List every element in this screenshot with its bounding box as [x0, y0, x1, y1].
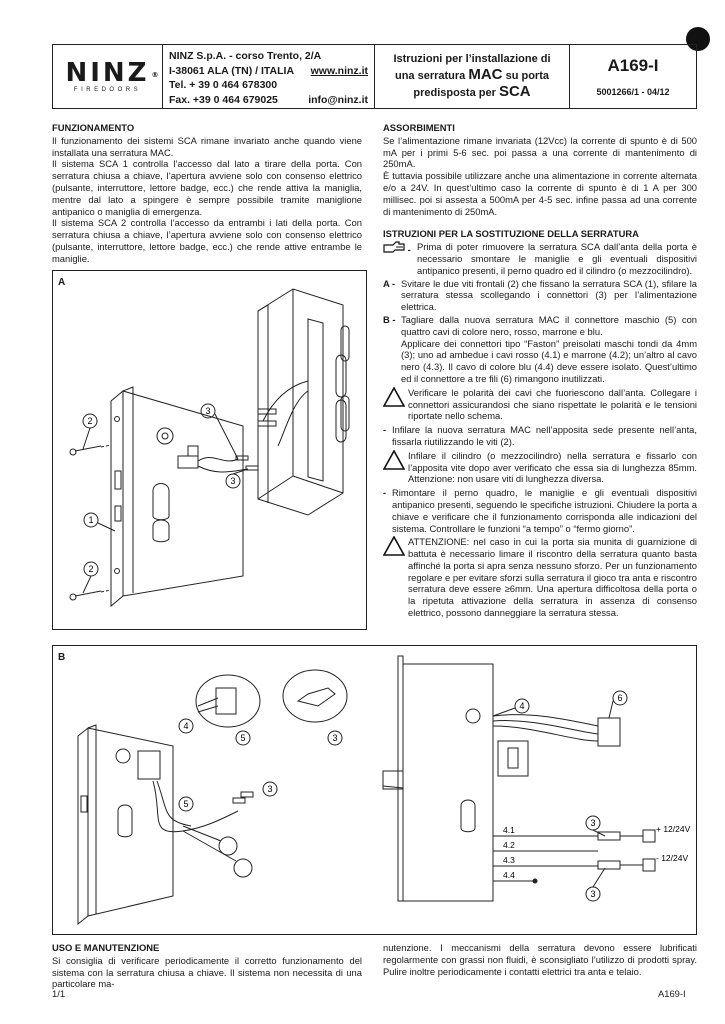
figure-a [52, 270, 367, 630]
voltage-label: + 12/24V [656, 824, 691, 834]
warning-triangle-icon [383, 387, 405, 407]
callout-label: 4 [519, 701, 525, 711]
figure-label: A [58, 277, 66, 288]
callout-label: 1 [88, 515, 94, 525]
section-funzionamento [52, 122, 362, 265]
lock-removal-illustration [53, 271, 366, 629]
logo [53, 45, 163, 108]
callout-label: 3 [590, 818, 596, 828]
paragraph: È tuttavia possibile utilizzare anche una alimentazione in corrente alternata e/o a 24V. In quest’ultimo caso la corrente di spunto è di 1 A per 300 millisec. poi si assesta a 500mA per 4-5 sec. infine passa ad una corrente di mantenimento di 250mA. [383, 170, 697, 217]
paragraph: Il funzionamento dei sistemi SCA rimane invariato anche quando viene installata una serratura MAC. [52, 134, 362, 158]
website-link[interactable]: www.ninz.it [310, 64, 368, 77]
callout-label: 3 [230, 476, 236, 486]
doc-version: 5001266/1 - 04/12 [596, 86, 670, 97]
document-code [570, 45, 696, 108]
section-uso [52, 942, 362, 990]
paragraph: Si consiglia di verificare periodicamente il corretto funzionamento del sistema con la serratura chiusa a chiave. Il sistema non necessita di una particolare ma- [52, 954, 362, 990]
warning-triangle-icon [383, 450, 405, 470]
section-heading: ISTRUZIONI PER LA SOSTITUZIONE DELLA SERRATURA [383, 228, 639, 240]
doc-code: A169-I [607, 56, 659, 76]
logo-subtitle: FIREDOORS [73, 86, 142, 93]
email-link[interactable]: info@ninz.it [308, 93, 368, 106]
paragraph: Il sistema SCA 1 controlla l’accesso dal lato a tirare della porta. Con serratura chiusa a chiave, l’apertura avviene solo con consenso elettrico (pulsante, interruttore, lettore badge, ecc.) che rende attiva la maniglia, mentre dal lato a spingere è sempre possibile tramite maniglione antipanico o maniglia di emergenza. [52, 158, 362, 217]
footer-code: A169-I [658, 988, 686, 999]
callout-label: 4 [183, 721, 189, 731]
wire-label: 4.2 [503, 840, 515, 850]
section-right-column [383, 122, 697, 621]
instruction-step: B - Tagliare dalla nuova serratura MAC il connettore maschio (5) con quattro cavi di colore nero, rosso, marrone e blu. Applicare dei connettori tipo “Faston” preisolati maschi tondi da 4mm (3); uno ad ambedue i cavi rosso (4.1) e marrone (4.2); un’altro al cavo nero (4.3). Il cavo di colore blu (4.4) deve essere isolato. Quest’ultimo ed il connettore a tre fili (6) rimangono inutilizzati. [383, 313, 697, 384]
section-heading: ASSORBIMENTI [383, 122, 455, 133]
section-heading: USO E MANUTENZIONE [52, 942, 160, 953]
callout-label: 5 [240, 733, 246, 743]
callout-label: 3 [205, 406, 211, 416]
warning-triangle-icon [383, 536, 405, 556]
figure-b [52, 645, 697, 935]
instruction-step: - Rimontare il perno quadro, le maniglie e gli eventuali dispositivi antipanico presenti, seguendo le specifiche istruzioni. Chiudere la porta a chiave e verificare che il funzionamento corrisponda alle indicazioni del sistema. Controllare le funzioni “a tempo” o “fermo giorno”. [383, 487, 697, 534]
callout-label: 5 [183, 799, 189, 809]
paragraph: nutenzione. I meccanismi della serratura devono essere lubrificati regolarmente con grassi non fluidi, è sconsigliato l’utilizzo di prodotti spray. Pulire inoltre periodicamente i contatti elettrici tra anta e telaio. [383, 942, 697, 977]
wire-label: 4.4 [503, 870, 515, 880]
callout-label: 3 [590, 889, 596, 899]
logo-text: NINZ ® [65, 57, 159, 88]
document-header [52, 44, 697, 109]
callout-label: 2 [87, 416, 93, 426]
company-name: NINZ S.p.A. - corso Trento, 2/A [169, 50, 322, 62]
paragraph: Se l’alimentazione rimane invariata (12Vcc) la corrente di spunto è di 500 mA per i primi 5-6 sec. poi passa a una corrente di mantenimento di 250mA. [383, 134, 697, 170]
warning-note: Verificare le polarità dei cavi che fuoriescono dall’anta. Collegare i connettori assicurandosi che siano rispettate le polarità e le tensioni riportate nello schema. [383, 387, 697, 422]
section-heading: FUNZIONAMENTO [52, 122, 135, 133]
callout-label: 2 [88, 564, 94, 574]
instruction-step: A - Svitare le due viti frontali (2) che fissano la serratura SCA (1), sfilare la serratura stessa scollegando i connettori (3) per l’alimentazione elettrica. [383, 277, 697, 313]
page-number: 1/1 [52, 988, 66, 999]
warning-note: Infilare il cilindro (o mezzocilindro) nella serratura e fissarlo con l’apposita vite dopo aver verificato che essa sia di lunghezza 85mm. Attenzione: non usare viti di lunghezza diversa. [383, 450, 697, 485]
paragraph: Il sistema SCA 2 controlla l’accesso da entrambi i lati della porta. Con serratura chiusa a chiave, l’apertura avviene solo con consenso elettrico (pulsante, interruttore, lettore badge, ecc.) che rende attive entrambe le maniglie. [52, 217, 362, 264]
instruction-step: - Prima di poter rimuovere la serratura SCA dall’anta della porta è necessario smontare le maniglie e gli eventuali dispositivi antipanico presenti, il perno quadro ed il cilindro (o mezzocilindro). [383, 241, 697, 276]
company-city: I-38061 ALA (TN) / ITALIA [169, 64, 295, 77]
callout-label: 3 [267, 784, 273, 794]
company-address [163, 45, 375, 108]
company-tel: Tel. + 39 0 464 678300 [169, 79, 278, 91]
wiring-illustration [53, 646, 696, 934]
callout-label: 6 [617, 693, 623, 703]
instruction-step: - Infilare la nuova serratura MAC nell’apposita sede presente nell’anta, fissarla riutilizzando le viti (2). [383, 424, 697, 447]
figure-label: B [58, 652, 66, 663]
warning-note: ATTENZIONE: nel caso in cui la porta sia munita di guarnizione di battuta è necessario limare il riscontro della serratura quanto basta affinché la porta si apra senza nessuno sforzo. Per un funzionamento regolare e per evitare sforzi sulla serratura il gioco tra anta e riscontro serratura deve essere ≥6mm. Una apertura difficoltosa della porta o la ripetuta attivazione della serratura in assenza di consenso elettrico, possono danneggiare la serratura stessa. [383, 536, 697, 619]
section-uso-continued [383, 942, 697, 977]
wire-label: 4.3 [503, 855, 515, 865]
hand-icon: - [383, 241, 417, 276]
wire-label: 4.1 [503, 825, 515, 835]
company-fax: Fax. +39 0 464 679025 [169, 93, 278, 106]
document-title: Istruzioni per l’installazione di una serratura MAC su porta predisposta per SCA [375, 45, 570, 108]
callout-label: 3 [332, 733, 338, 743]
voltage-label: - 12/24V [656, 853, 689, 863]
